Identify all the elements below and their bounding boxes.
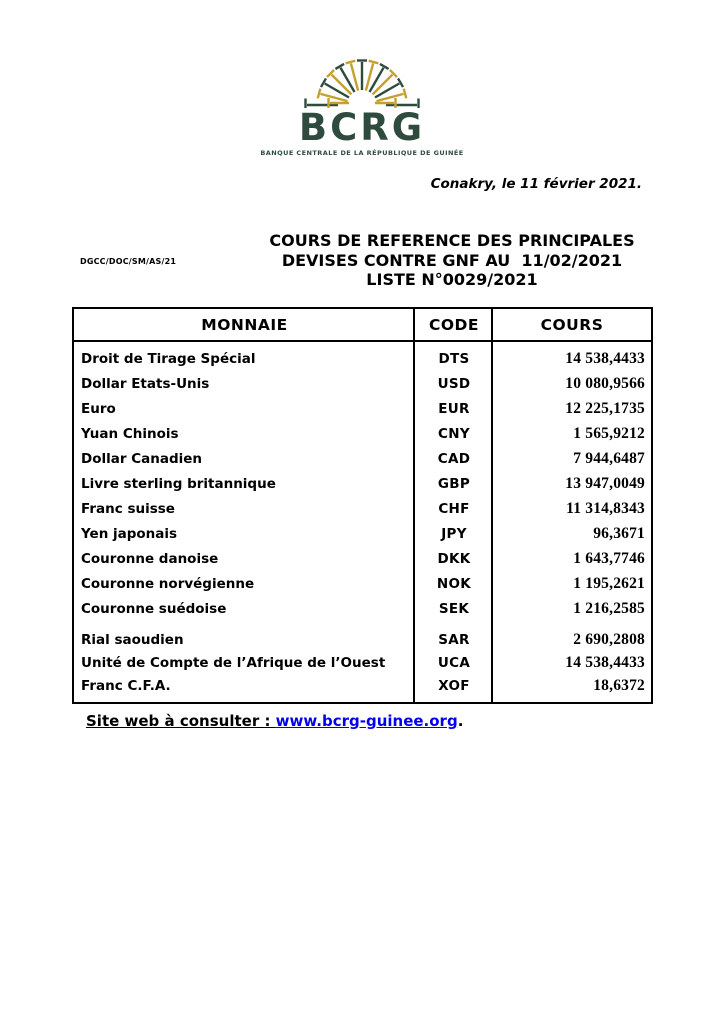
currency-code-cell: EUR: [438, 400, 470, 417]
column-header-cours: COURS: [540, 315, 604, 334]
title-line-2: DEVISES CONTRE GNF AU 11/02/2021: [281, 250, 623, 270]
table-row: [74, 674, 651, 697]
exchange-rate-cell: 14 538,4433: [565, 349, 645, 367]
currency-name-cell: Euro: [81, 400, 116, 417]
table-row: [74, 571, 651, 596]
table-row: [74, 446, 651, 471]
website-label: Site web à consulter: [86, 712, 265, 730]
website-note: [86, 712, 463, 730]
logo-rays-icon: [292, 46, 432, 108]
table-row: [74, 546, 651, 571]
currency-code-cell: UCA: [437, 654, 471, 671]
table-row: [74, 471, 651, 496]
exchange-rate-cell: 2 690,2808: [573, 630, 645, 648]
rates-table-body: [74, 342, 651, 702]
table-row: [74, 346, 651, 371]
currency-name-cell: Couronne suédoise: [81, 600, 227, 617]
table-row: [74, 496, 651, 521]
exchange-rate-cell: 1 643,7746: [573, 549, 645, 567]
exchange-rate-cell: 96,3671: [593, 524, 645, 542]
logo-acronym: BCRG: [298, 106, 426, 149]
dateline: Conakry, le 11 février 2021.: [430, 176, 642, 192]
currency-name-cell: Franc suisse: [81, 500, 175, 517]
currency-name-cell: Unité de Compte de l’Afrique de l’Ouest: [81, 654, 386, 671]
currency-name-cell: Couronne norvégienne: [81, 575, 255, 592]
exchange-rate-cell: 14 538,4433: [565, 653, 645, 671]
table-row: [74, 421, 651, 446]
currency-name-cell: Dollar Etats-Unis: [81, 375, 210, 392]
currency-code-cell: USD: [437, 375, 471, 392]
currency-name-cell: Rial saoudien: [81, 631, 184, 648]
title-line-1: COURS DE REFERENCE DES PRINCIPALES: [269, 231, 635, 250]
table-row: [74, 396, 651, 421]
document-reference: DGCC/DOC/SM/AS/21: [80, 257, 177, 266]
currency-code-cell: DKK: [437, 550, 471, 567]
currency-code-cell: DTS: [438, 350, 470, 367]
exchange-rate-cell: 1 216,2585: [573, 599, 645, 617]
currency-code-cell: GBP: [437, 475, 471, 492]
currency-name-cell: Franc C.F.A.: [81, 677, 171, 694]
currency-name-cell: Droit de Tirage Spécial: [81, 350, 256, 367]
currency-name-cell: Livre sterling britannique: [81, 475, 276, 492]
currency-name-cell: Dollar Canadien: [81, 450, 202, 467]
logo-tagline: BANQUE CENTRALE DE LA RÉPUBLIQUE DE GUINÉE: [260, 149, 464, 157]
document-title: [242, 231, 662, 290]
currency-code-cell: SAR: [438, 631, 470, 648]
exchange-rate-cell: 18,6372: [593, 676, 645, 694]
column-divider: [413, 309, 415, 702]
currency-code-cell: NOK: [436, 575, 472, 592]
website-separator: :: [264, 712, 276, 730]
currency-code-cell: JPY: [441, 525, 467, 542]
rates-table: [72, 307, 653, 704]
table-header-row: [74, 309, 651, 342]
website-link[interactable]: www.bcrg-guinee.org: [275, 712, 458, 730]
column-divider: [491, 309, 493, 702]
exchange-rate-cell: 12 225,1735: [565, 399, 645, 417]
exchange-rate-cell: 10 080,9566: [565, 374, 645, 392]
currency-code-cell: CAD: [437, 450, 471, 467]
exchange-rate-cell: 11 314,8343: [566, 499, 645, 517]
website-suffix: .: [457, 712, 464, 730]
currency-code-cell: SEK: [438, 600, 470, 617]
title-line-3: LISTE N°0029/2021: [366, 270, 538, 289]
column-header-code: CODE: [428, 315, 479, 334]
currency-code-cell: CHF: [438, 500, 470, 517]
currency-name-cell: Couronne danoise: [81, 550, 219, 567]
exchange-rate-cell: 7 944,6487: [573, 449, 645, 467]
currency-name-cell: Yuan Chinois: [81, 425, 179, 442]
table-row: [74, 596, 651, 621]
table-row: [74, 521, 651, 546]
currency-code-cell: XOF: [438, 677, 470, 694]
column-header-monnaie: MONNAIE: [201, 315, 288, 334]
currency-code-cell: CNY: [438, 425, 470, 442]
bcrg-logo: [0, 46, 724, 157]
table-row: [74, 371, 651, 396]
table-row: [74, 651, 651, 674]
exchange-rate-cell: 1 195,2621: [573, 574, 645, 592]
exchange-rate-cell: 1 565,9212: [573, 424, 645, 442]
table-row: [74, 628, 651, 651]
currency-name-cell: Yen japonais: [81, 525, 178, 542]
exchange-rate-cell: 13 947,0049: [565, 474, 645, 492]
